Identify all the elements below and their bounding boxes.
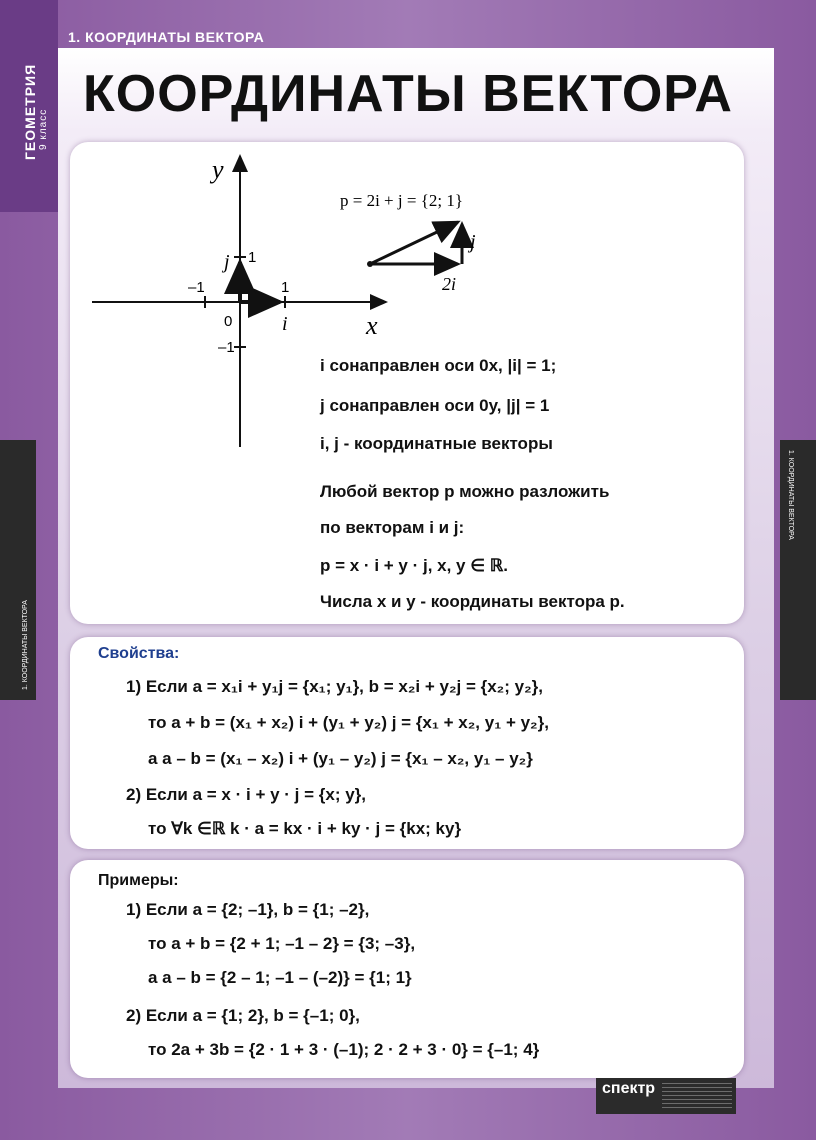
vector-p — [370, 222, 458, 264]
tick-label-y-1: 1 — [248, 249, 257, 266]
example-line: а a – b = {2 – 1; –1 – (–2)} = {1; 1} — [148, 968, 412, 987]
example-line: то 2a + 3b = {2 · 1 + 3 · (–1); 2 · 2 + 3 · 0} = {–1; 4} — [148, 1040, 540, 1059]
vector-p-formula: p = 2i + j = {2; 1} — [340, 191, 464, 210]
subject-label: ГЕОМЕТРИЯ — [22, 63, 38, 160]
i-label: i — [282, 313, 288, 335]
vector-2i-label: 2i — [442, 274, 457, 294]
side-strip-left — [0, 440, 36, 700]
j-label: j — [224, 251, 230, 273]
example-line: 1) Если a = {2; –1}, b = {1; –2}, — [126, 900, 370, 919]
publisher-name: спектр — [602, 1080, 656, 1097]
example-line: 2) Если a = {1; 2}, b = {–1; 0}, — [126, 1006, 360, 1025]
x-axis-label: x — [366, 311, 378, 340]
y-axis-label: y — [212, 155, 224, 184]
tick-label-x-1: 1 — [281, 279, 290, 296]
origin-label: 0 — [224, 313, 233, 330]
coordinates-card — [70, 142, 744, 624]
coordinate-graph — [70, 142, 744, 624]
property-line: то ∀k ∈ℝ k · a = kx · i + ky · j = {kx; ky} — [148, 819, 462, 838]
side-strip-left-label: 1. КООРДИНАТЫ ВЕКТОРА — [22, 600, 29, 690]
definition-i: i сонаправлен оси 0x, |i| = 1; — [320, 356, 557, 375]
definition-basis: i, j - координатные векторы — [320, 434, 553, 453]
coordinates-definition: Числа x и y - координаты вектора p. — [320, 592, 625, 611]
property-line: 1) Если a = x₁i + y₁j = {x₁; y₁}, b = x₂i + y₂j = {x₂; y₂}, — [126, 677, 543, 696]
example-line: то a + b = {2 + 1; –1 – 2} = {3; –3}, — [148, 934, 416, 953]
examples-card — [70, 860, 744, 1078]
side-strip-right — [780, 440, 816, 700]
definition-j: j сонаправлен оси 0y, |j| = 1 — [320, 396, 550, 415]
property-line: 2) Если a = x · i + y · j = {x; y}, — [126, 785, 367, 804]
tick-label-y-neg1: –1 — [218, 339, 235, 356]
vector-origin-point — [367, 261, 373, 267]
grade-label: 9 класс — [38, 108, 49, 150]
decomposition-text-2: по векторам i и j: — [320, 518, 465, 537]
decomposition-formula: p = x · i + y · j, x, y ∈ ℝ. — [320, 556, 508, 575]
tick-label-x-neg1: –1 — [188, 279, 205, 296]
publisher-fine-print — [662, 1083, 732, 1109]
publisher-logo — [596, 1078, 736, 1114]
property-line: а a – b = (x₁ – x₂) i + (y₁ – y₂) j = {x₁ – x₂, y₁ – y₂} — [148, 749, 533, 768]
side-strip-right-label: 1. КООРДИНАТЫ ВЕКТОРА — [787, 450, 794, 540]
property-line: то a + b = (x₁ + x₂) i + (y₁ + y₂) j = {x₁ + x₂, y₁ + y₂}, — [148, 713, 549, 732]
decomposition-text-1: Любой вектор p можно разложить — [320, 482, 610, 501]
breadcrumb: 1. КООРДИНАТЫ ВЕКТОРА — [68, 29, 265, 45]
vector-j-label: j — [470, 231, 476, 253]
page-title: КООРДИНАТЫ ВЕКТОРА — [83, 65, 733, 123]
examples-heading: Примеры: — [98, 872, 179, 889]
properties-heading: Свойства: — [98, 645, 180, 662]
properties-card — [70, 637, 744, 849]
